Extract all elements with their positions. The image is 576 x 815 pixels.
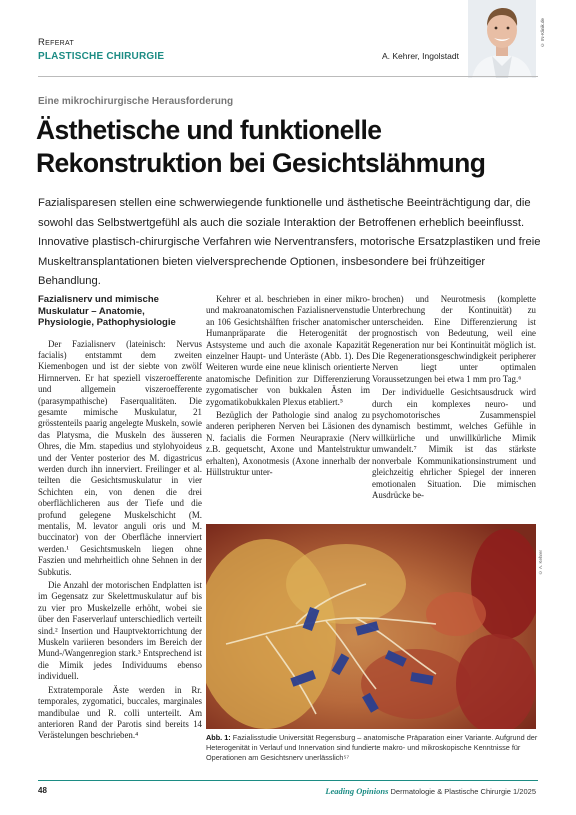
paragraph: Kehrer et al. beschrieben in einer mikro- und makroanatomischen Fazialisnervenstudie an 106 Gesichtshälften frischer anatomischer Humanpräparate die Heterogenität der Astsysteme und auch die axonale Kapazität einzelner Haupt- und Unteräste (Abb. 1). Des Weiteren wurde eine neue klinisch orientierte anatomische Definition zur Differenzierung zygomatischer von bukkalen Ästen im zygomatikobukkalen Plexus etabliert.⁵ [206, 294, 370, 407]
anatomy-photo [206, 524, 536, 729]
journal-brand: Leading Opinions [325, 786, 389, 796]
kicker-label: Referat [38, 37, 75, 48]
figure-credit: © A. Kehrer [538, 550, 543, 576]
paragraph: brochen) und Neurotmesis (komplette Unterbrechung der Kontinuität) zu unterscheiden. Eine Differenzierung ist prognostisch von Bedeutung, weil eine Regeneration nur bei Kontinuität möglich ist. Die Regenerationsgeschwindigkeit peripherer Nerven liegt unter optimalen Voraussetzungen bei etwa 1 mm pro Tag.⁶ [372, 294, 536, 384]
author-line: A. Kehrer, Ingolstadt [381, 51, 459, 61]
text-column-2 [206, 294, 370, 481]
paragraph: Bezüglich der Pathologie sind analog zu anderen peripheren Nerven bei Läsionen des N. facialis die Formen Neurapraxie (Nerv z.B. gequetscht, Axone und Mantelstruktur erhalten), Axonotmesis (Axone innerhalb der Hüllstruktur unter- [206, 410, 370, 478]
section-label: PLASTISCHE CHIRURGIE [38, 51, 165, 62]
paragraph: Extratemporale Äste werden in Rr. temporales, zygomatici, buccales, marginales mandibulae und R. colli unterteilt. Am anterioren Rand der Parotis sind bereits 14 Verästelungen beschrieben.⁴ [38, 684, 202, 741]
article-subtitle: Eine mikrochirurgische Herausforderung [38, 96, 234, 107]
text-column-1 [38, 294, 202, 744]
paragraph: Der Fazialisnerv (lateinisch: Nervus facialis) entstammt dem zweiten Kiemenbogen und ist der siebte von zwölf Hirnnerven. Er hat speziell viszeroefferente und allgemein viszeroefferente (parasympathische) Faserqualitäten. Die gesamte mimische Muskulatur, 21 grösstenteils paarig angelegte Muskeln, sowie das Platysma, die Muskeln des äusseren Ohres, die Mm. stapedius und stylohyoideus und der Venter posterior des M. digastricus werden durch ihn innerviert. Freilinger et al. teilten die Gesichtsmuskulatur in vier Schichten ein, von denen die drei oberflächlicheren aus der Tiefe und die profund gelegene Muskelschicht (M. mentalis, M. levator anguli oris und M. buccinator) von der Oberfläche innerviert werden.¹ Gesichtsmuskeln liegen ohne Faszien und mehrheitlich ohne Sehnen in der Subkutis. [38, 338, 202, 577]
author-photo [468, 0, 536, 78]
figure-caption [206, 733, 538, 764]
journal-issue: Dermatologie & Plastische Chirurgie 1/2025 [390, 787, 536, 796]
photo-credit: © IN-Klinik.de [540, 18, 545, 48]
article-lead: Fazialisparesen stellen eine schwerwiegende funktionelle und ästhetische Beeinträchtigung dar, die sowohl das Selbstwertgefühl als auch die soziale Interaktion der Betroffenen erheblich beeinflusst. Innovative plastisch-chirurgische Verfahren wie Nerventransfers, motorische Ersatzplastiken und freie Muskeltransplantationen bieten vielversprechende Optionen, insbesondere bei frühzeitiger Behandlung. [38, 197, 541, 288]
section-heading: Fazialisnerv und mimische Muskulatur – Anatomie, Physiologie, Pathophysiologie [38, 294, 176, 328]
text-column-3 [372, 294, 536, 503]
header-divider [38, 76, 538, 77]
paragraph: Die Anzahl der motorischen Endplatten ist im Gegensatz zur Skelettmuskulatur auf bis zu vier pro Muskelzelle erhöht, wobei sie über den Faserverlauf unterschiedlich verteilt sind.² Insertion und Hauptvektorrichtung der Muskeln variieren besonders im Bereich der Mund-/Wangenregion stark.³ Entsprechend ist die Mimik jedes Individuums ebenso individuell. [38, 580, 202, 682]
article-title-line1: Ästhetische und funktionelle [36, 115, 382, 145]
page-number: 48 [38, 786, 47, 795]
paragraph: Der individuelle Gesichtsausdruck wird durch ein komplexes neuro- und psychomotorisches Zusammenspiel dynamisch bestimmt, welches Gefühle in willkürliche und unwillkürliche Mimik umwandelt.⁷ Mimik ist das stärkste nonverbale Kommunikationsinstrument und gleichzeitig ehrlicher Spiegel der inneren emotionalen Situation. Die mimischen Ausdrücke be- [372, 387, 536, 500]
caption-label: Abb. 1: [206, 733, 231, 742]
article-title [36, 114, 536, 180]
article-title-line2: Rekonstruktion bei Gesichtslähmung [36, 148, 486, 178]
journal-footer [325, 786, 536, 796]
caption-text: Fazialisstudie Universität Regensburg – anatomische Präparation einer Variante. Aufgrund der Heterogenität in Verlauf und Innervation sind fundierte makro- und mikroskopische Kenntnisse für Operationen am Gesichtsnerv unerlässlich⁵⁷ [206, 733, 538, 763]
footer-divider [38, 780, 538, 781]
